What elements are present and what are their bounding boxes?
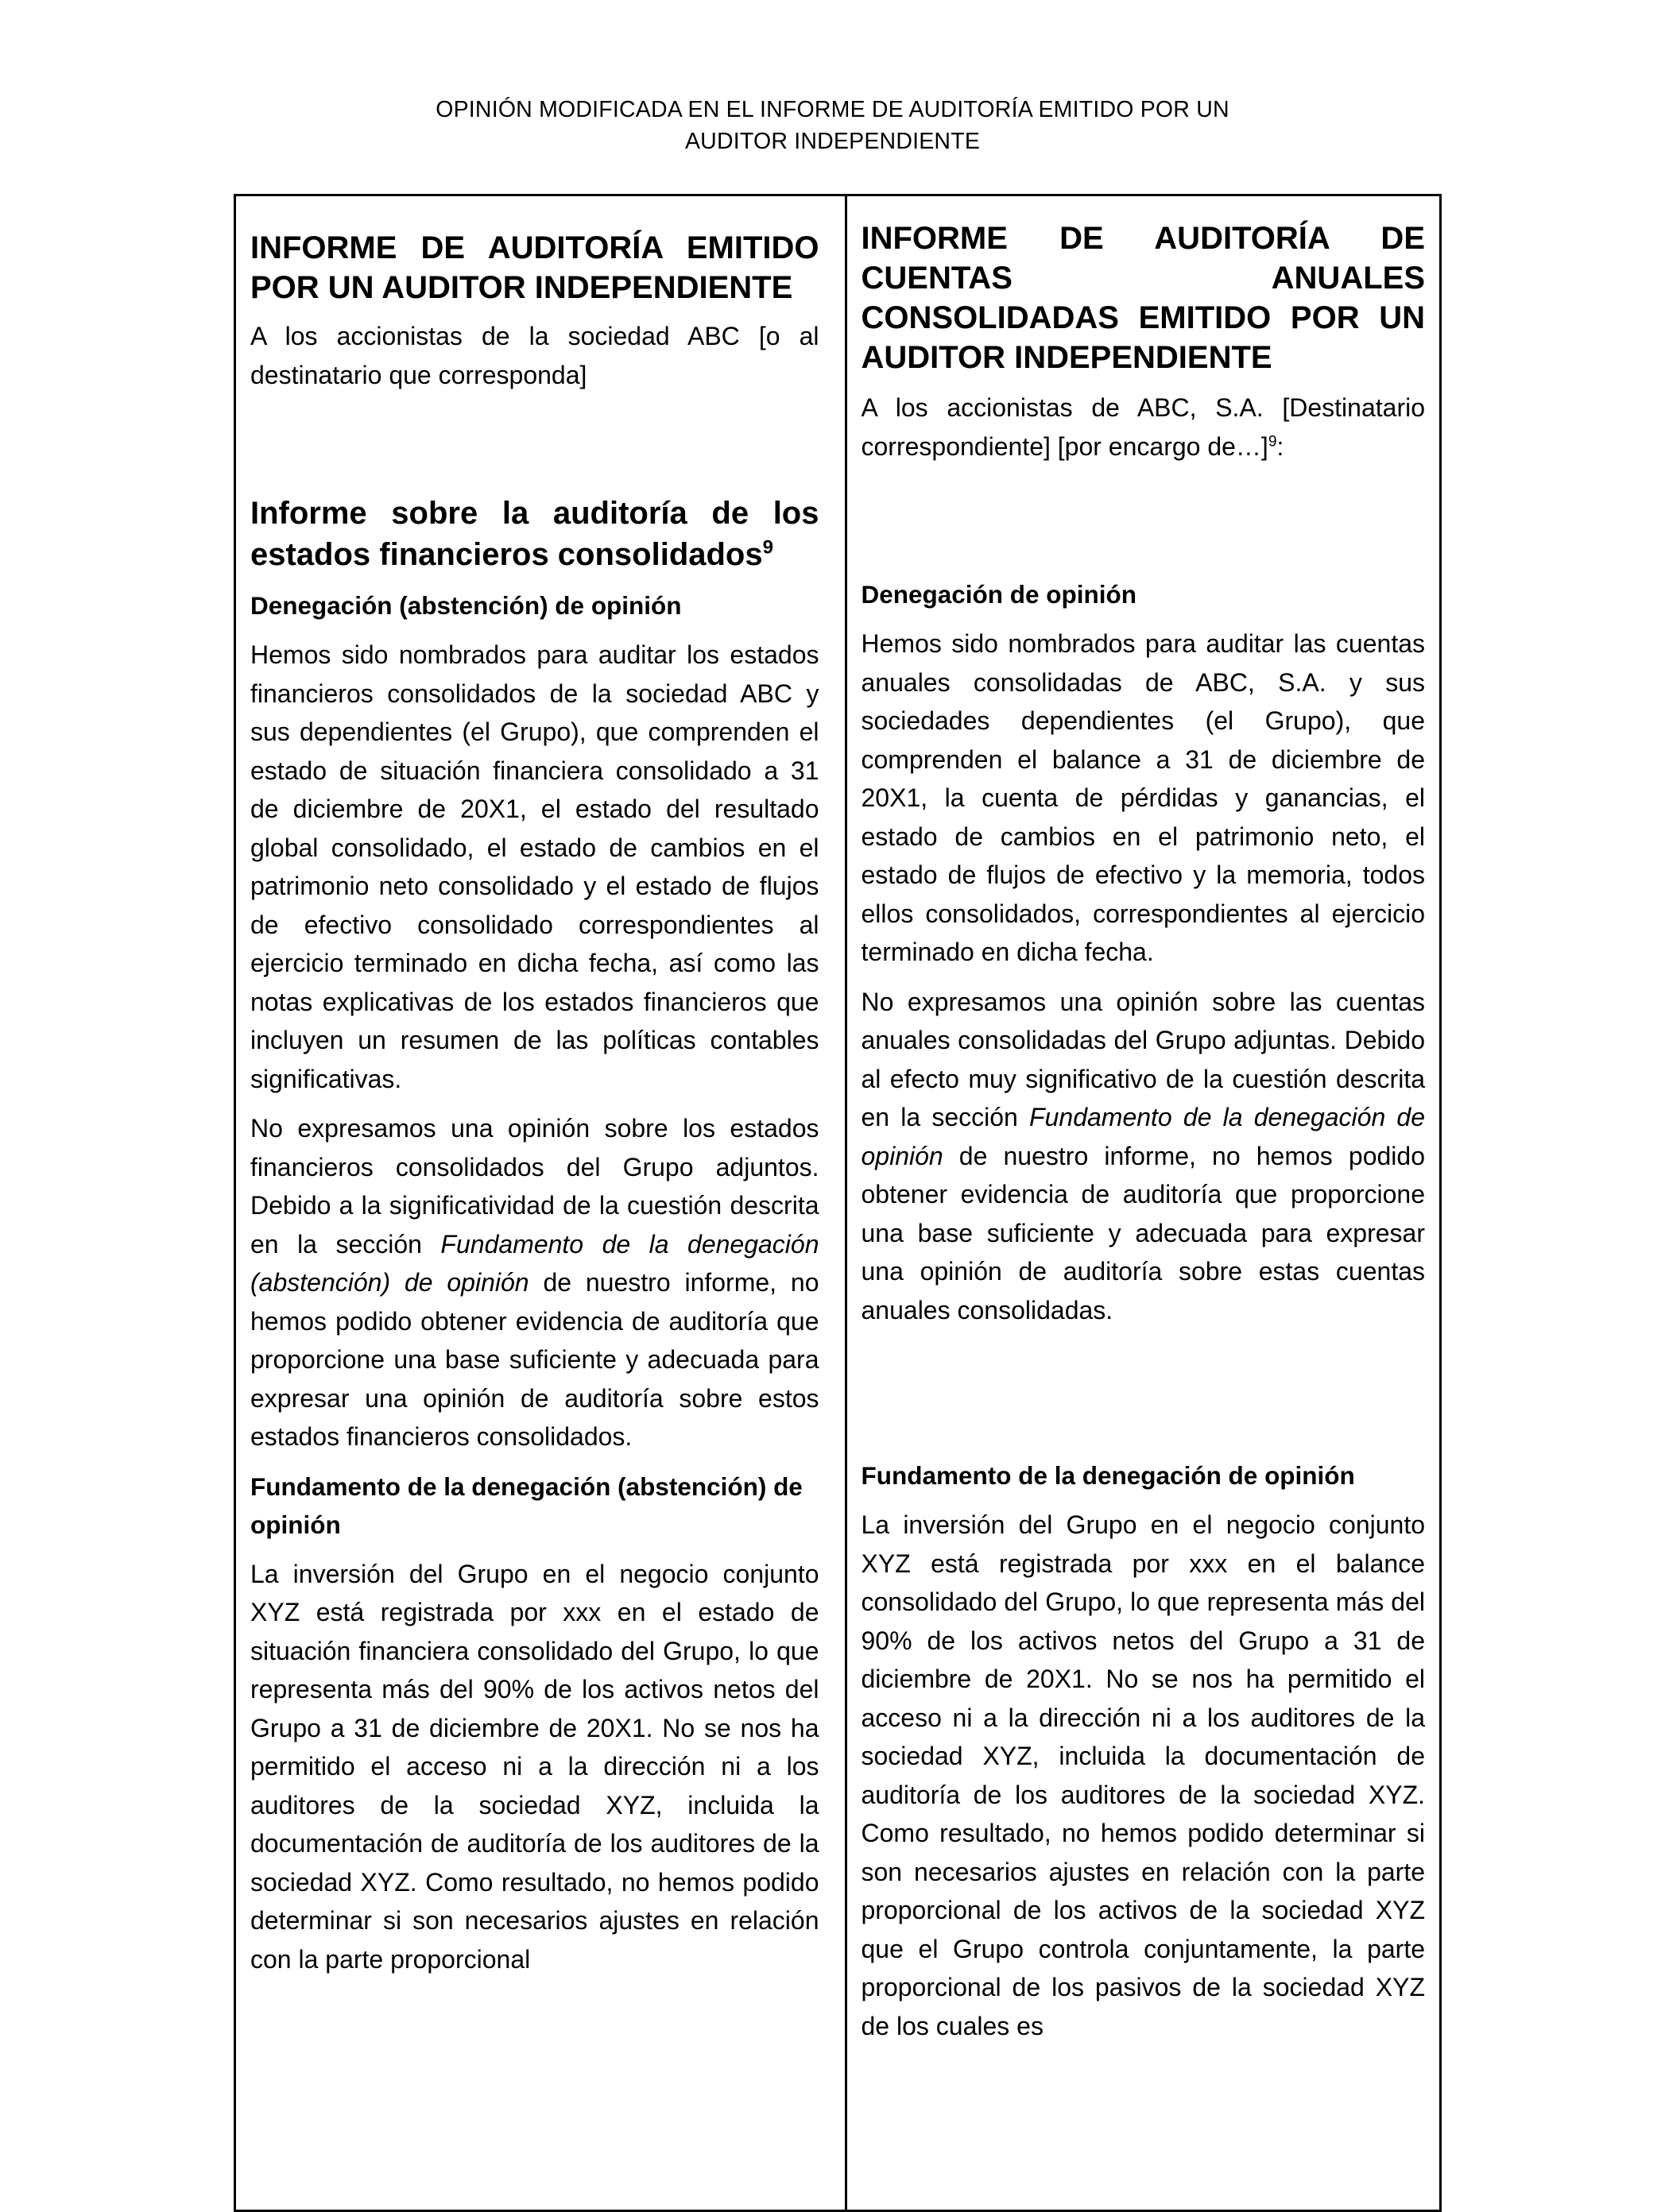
left-p2-italic: Fundamento de la denegación (abstención) de opinión: [250, 1229, 819, 1297]
right-p2-italic: Fundamento de la denegación de opinión: [861, 1103, 1426, 1170]
left-addressee: A los accionistas de la sociedad ABC [o al destinatario que corresponda]: [250, 322, 819, 389]
left-section-title: [250, 493, 819, 575]
left-report-title: INFORME DE AUDITORÍA EMITIDO POR UN AUDITOR INDEPENDIENTE: [250, 230, 819, 305]
left-paragraph-3: La inversión del Grupo en el negocio conjunto XYZ está registrada por xxx en el estado de situación financiera consolidado del Grupo, lo que representa más del 90% de los activos netos del Grupo a 31 de diciembre de 20X1. No se nos ha permitido el acceso ni a la dirección ni a los auditores de la sociedad XYZ, incluida la documentación de auditoría de los auditores de la sociedad XYZ. Como resultado, no hemos podido determinar si son necesarios ajustes en relación con la parte proporcional: [250, 1559, 819, 1974]
right-p2-text-a: No expresamos una opinión sobre las cuentas anuales consolidadas del Grupo adjuntas. Debido al efecto muy significativo de la cuestión descrita en la sección: [861, 987, 1425, 1131]
right-paragraph-1: Hemos sido nombrados para auditar las cuentas anuales consolidadas de ABC, S.A. y sus sociedades dependientes (el Grupo), que comprenden el balance a 31 de diciembre de 20X1, la cuenta de pérdidas y ganancias, el estado de cambios en el patrimonio neto, el estado de flujos de efectivo y la memoria, todos ellos consolidados, correspondientes al ejercicio terminado en dicha fecha.: [861, 629, 1425, 966]
right-p2-text-b: de nuestro informe, no hemos podido obtener evidencia de auditoría que proporcione una base suficiente y adecuada para expresar una opinión de auditoría sobre estas cuentas anuales consolidadas.: [861, 1141, 1425, 1324]
right-column: [847, 196, 1440, 2210]
page-header: [0, 94, 1665, 157]
header-line-1: OPINIÓN MODIFICADA EN EL INFORME DE AUDITORÍA EMITIDO POR UN: [436, 97, 1229, 122]
left-paragraph-2: [250, 1109, 819, 1456]
left-heading-fundamento: Fundamento de la denegación (abstención) de opinión: [250, 1471, 803, 1539]
right-heading-fundamento: Fundamento de la denegación de opinión: [861, 1461, 1355, 1490]
right-addressee-text: A los accionistas de ABC, S.A. [Destinatario correspondiente] [por encargo de…]: [861, 393, 1425, 461]
left-p2-text-a: No expresamos una opinión sobre los estados financieros consolidados del Grupo adjuntos. Debido a la significatividad de la cuestión descrita en la sección: [250, 1114, 819, 1259]
left-p2-text-b: de nuestro informe, no hemos podido obtener evidencia de auditoría que proporcione una base suficiente y adecuada para expresar una opinión de auditoría sobre estos estados financieros consolidados.: [250, 1268, 819, 1451]
right-footnote-ref: 9: [1268, 432, 1277, 450]
header-line-2: AUDITOR INDEPENDIENTE: [684, 129, 981, 154]
right-addressee-end: :: [1276, 431, 1284, 461]
left-paragraph-1: Hemos sido nombrados para auditar los estados financieros consolidados de la sociedad ABC y sus dependientes (el Grupo), que comprenden el estado de situación financiera consolidado a 31 de diciembre de 20X1, el estado del resultado global consolidado, el estado de cambios en el patrimonio neto consolidado y el estado de flujos de efectivo consolidado correspondientes al ejercicio terminado en dicha fecha, así como las notas explicativas de los estados financieros que incluyen un resumen de las políticas contables significativas.: [250, 640, 819, 1093]
left-section-title-text: Informe sobre la auditoría de los estados financieros consolidados: [250, 496, 819, 572]
right-paragraph-2: [862, 983, 1426, 1330]
left-column: [236, 196, 847, 2210]
left-footnote-ref: 9: [762, 536, 773, 559]
comparison-table: [234, 194, 1442, 2212]
right-paragraph-3: La inversión del Grupo en el negocio conjunto XYZ está registrada por xxx en el balance consolidado del Grupo, lo que representa más del 90% de los activos netos del Grupo a 31 de diciembre de 20X1. No se nos ha permitido el acceso ni a la dirección ni a los auditores de la sociedad XYZ, incluida la documentación de auditoría de los auditores de la sociedad XYZ. Como resultado, no hemos podido determinar si son necesarios ajustes en relación con la parte proporcional de los activos de la sociedad XYZ que el Grupo controla conjuntamente, la parte proporcional de los pasivos de la sociedad XYZ de los cuales es: [861, 1510, 1425, 2040]
right-heading-denegacion: Denegación de opinión: [861, 580, 1137, 609]
right-report-title: INFORME DE AUDITORÍA DE CUENTAS ANUALES CONSOLIDADAS EMITIDO POR UN AUDITOR INDEPENDIENTE: [861, 221, 1425, 375]
right-addressee: [862, 389, 1426, 466]
left-heading-denegacion: Denegación (abstención) de opinión: [250, 591, 682, 620]
